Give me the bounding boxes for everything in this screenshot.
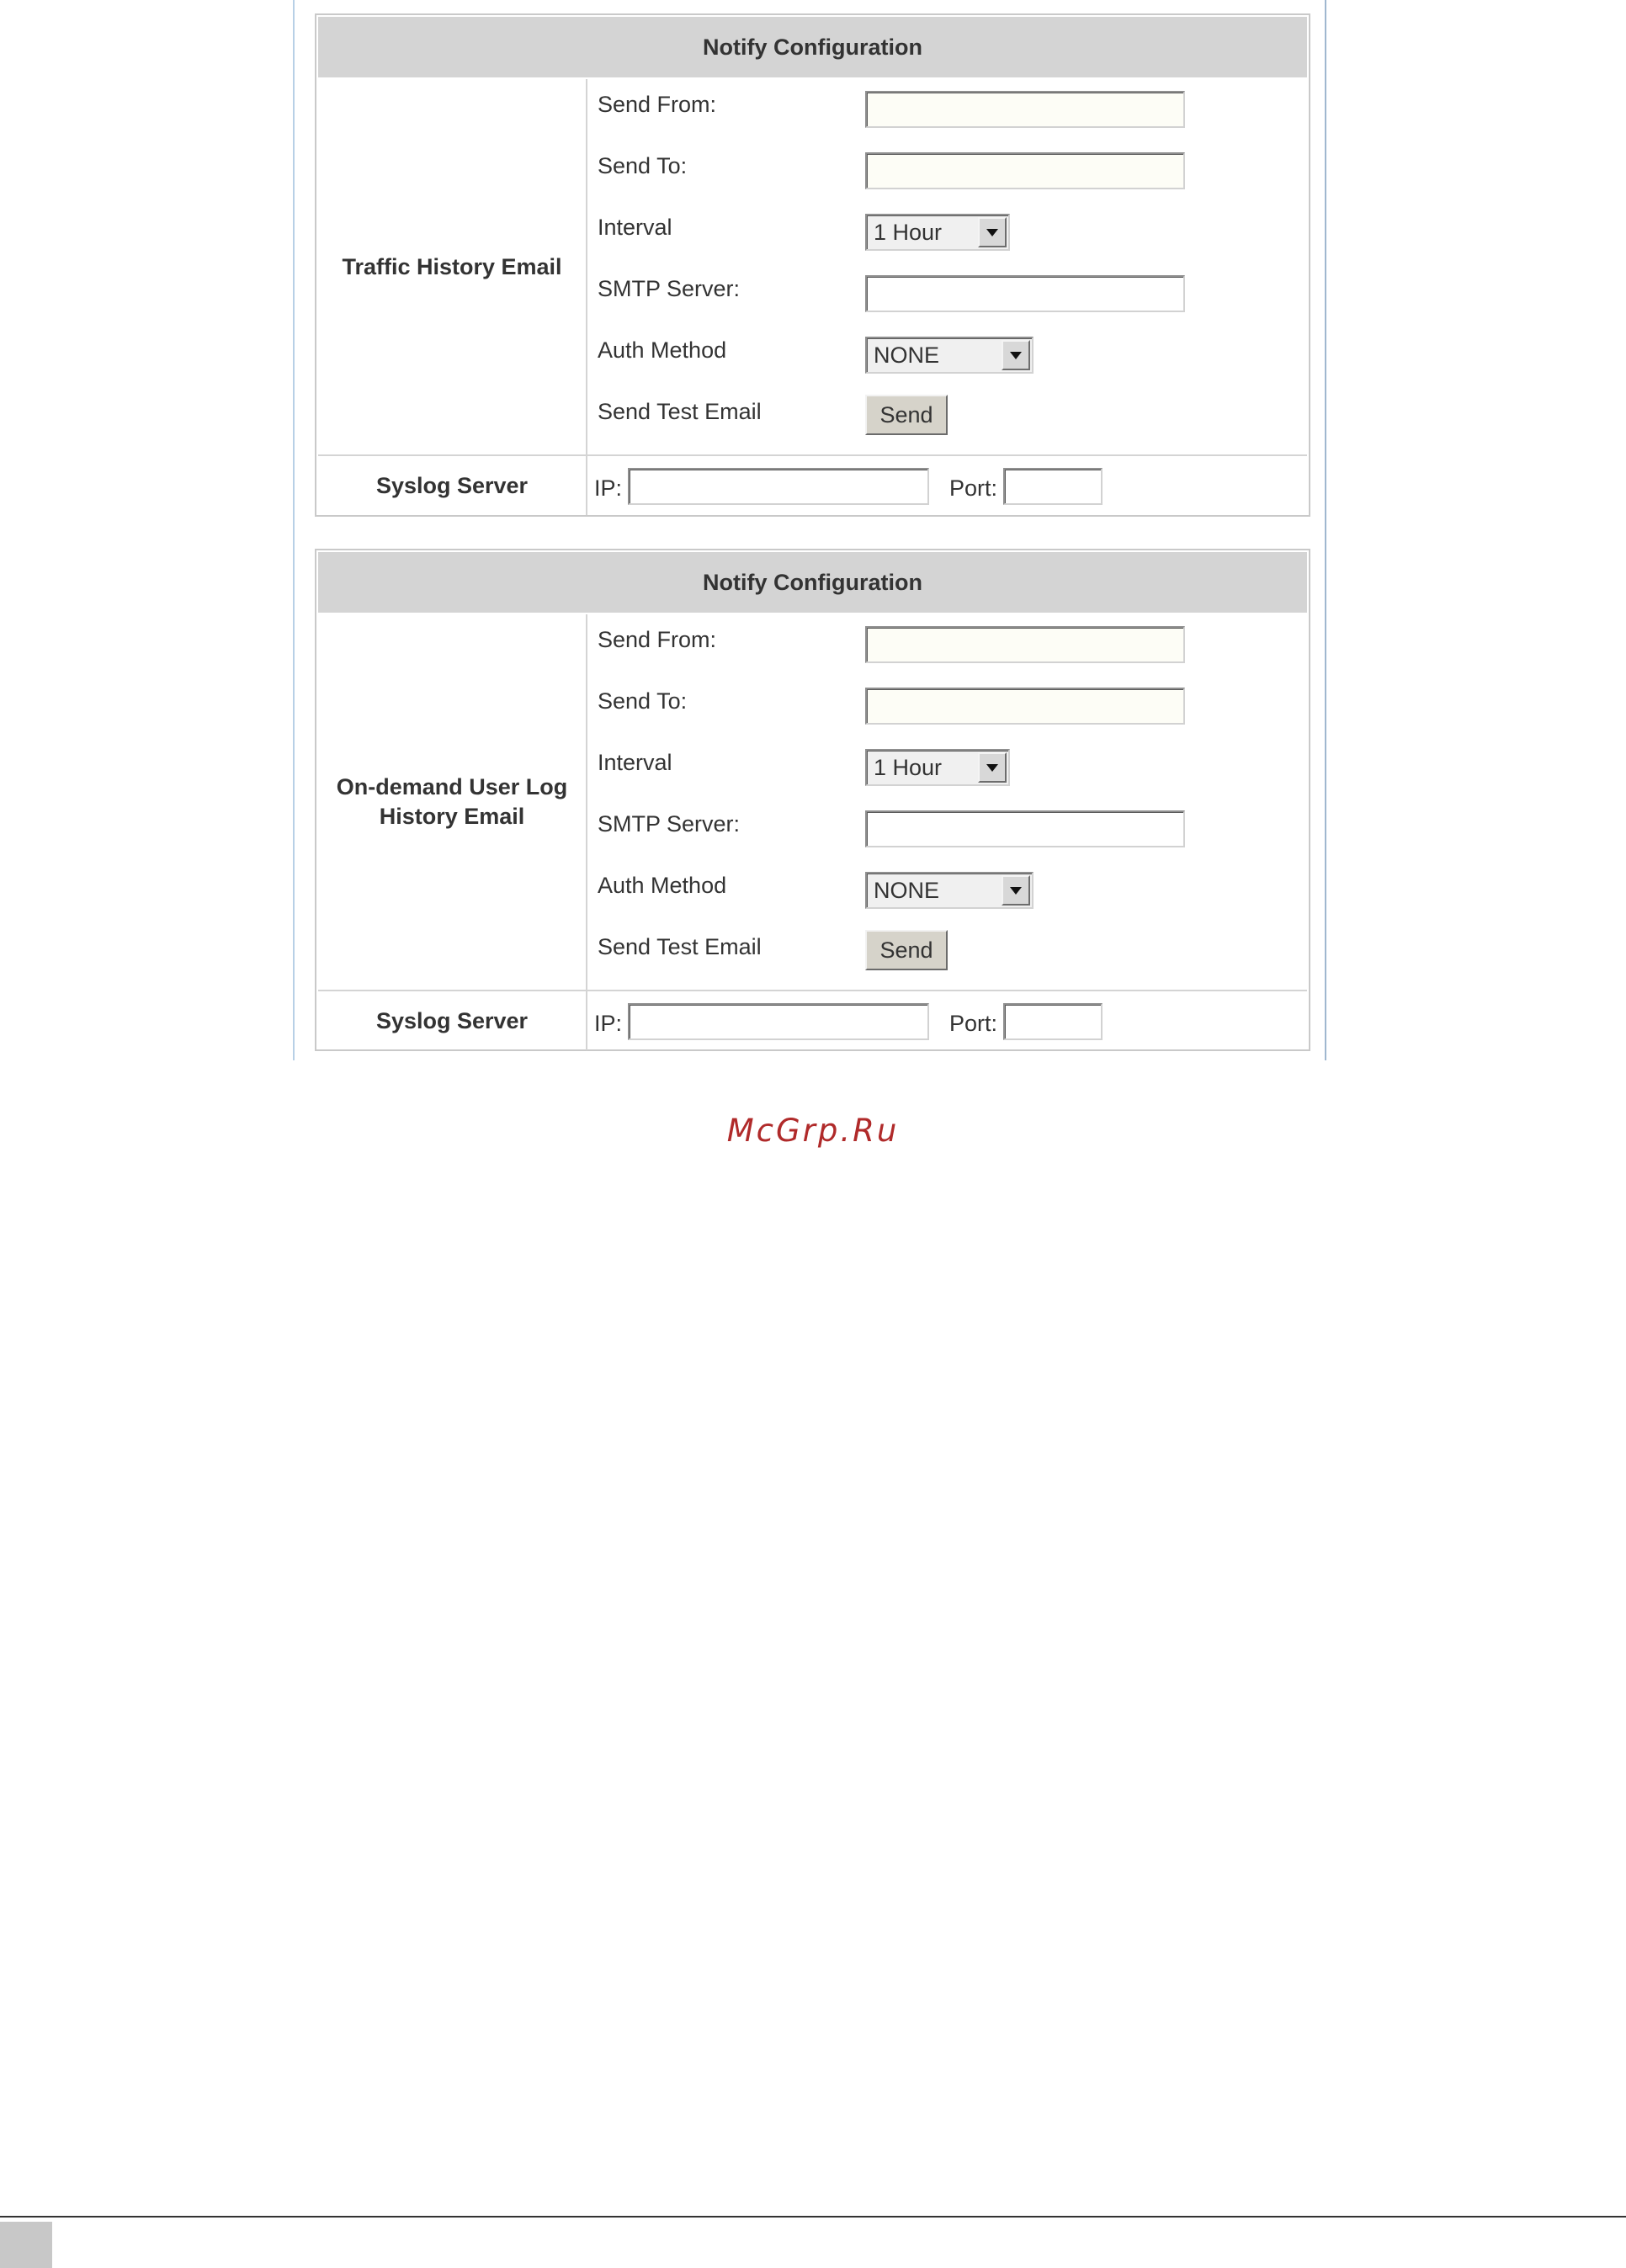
syslog-server-fields — [587, 991, 1307, 1050]
section-label-text: Traffic History Email — [342, 253, 562, 279]
interval-select[interactable] — [865, 214, 1010, 251]
interval-row — [587, 737, 1307, 788]
syslog-ip-input[interactable] — [628, 1003, 929, 1040]
section-label-user-log-history — [318, 614, 587, 991]
dropdown-arrow-icon[interactable] — [1002, 340, 1030, 370]
send-test-email-label: Send Test Email — [598, 934, 762, 959]
notify-config-panel-user-log — [315, 549, 1310, 1051]
interval-label: Interval — [598, 215, 672, 240]
auth-row — [587, 325, 1307, 375]
syslog-server-label-text: Syslog Server — [375, 1007, 529, 1033]
auth-method-value: NONE — [874, 343, 940, 368]
footer-page-marker — [0, 2222, 52, 2268]
auth-row — [587, 860, 1307, 911]
email-settings — [587, 79, 1307, 456]
send-test-button[interactable]: Send — [865, 930, 948, 970]
dropdown-arrow-icon[interactable] — [978, 217, 1007, 247]
send-from-input[interactable] — [865, 91, 1185, 128]
send-to-input[interactable] — [865, 688, 1185, 725]
ip-label: IP: — [594, 1011, 623, 1036]
send-to-row — [587, 141, 1307, 191]
syslog-server-label — [318, 991, 587, 1050]
section-label-traffic-history — [318, 79, 587, 456]
footer-divider — [0, 2216, 1626, 2218]
send-to-row — [587, 676, 1307, 726]
port-label: Port: — [949, 1011, 998, 1036]
send-from-label: Send From: — [598, 627, 717, 652]
smtp-row — [587, 263, 1307, 314]
auth-method-select[interactable] — [865, 872, 1034, 909]
send-from-input[interactable] — [865, 626, 1185, 663]
send-test-row — [587, 386, 1307, 437]
send-to-label: Send To: — [598, 153, 688, 178]
smtp-server-input[interactable] — [865, 275, 1185, 312]
smtp-server-label: SMTP Server: — [598, 276, 741, 301]
auth-method-select[interactable] — [865, 337, 1034, 374]
smtp-row — [587, 799, 1307, 849]
interval-row — [587, 202, 1307, 252]
port-label: Port: — [949, 475, 998, 501]
syslog-ip-input[interactable] — [628, 468, 929, 505]
email-settings — [587, 614, 1307, 991]
smtp-server-label: SMTP Server: — [598, 811, 741, 837]
dropdown-arrow-icon[interactable] — [978, 752, 1007, 783]
syslog-server-label — [318, 456, 587, 515]
send-to-input[interactable] — [865, 152, 1185, 189]
panel-header: Notify Configuration — [318, 552, 1307, 613]
syslog-port-input[interactable] — [1003, 1003, 1103, 1040]
panel-header: Notify Configuration — [318, 17, 1307, 77]
notify-config-panel-traffic — [315, 13, 1310, 517]
send-test-button[interactable]: Send — [865, 395, 948, 435]
dropdown-arrow-icon[interactable] — [1002, 875, 1030, 906]
auth-method-value: NONE — [874, 878, 940, 903]
send-test-email-label: Send Test Email — [598, 399, 762, 424]
send-from-label: Send From: — [598, 92, 717, 117]
auth-method-label: Auth Method — [598, 337, 727, 363]
send-to-label: Send To: — [598, 688, 688, 714]
interval-select[interactable] — [865, 749, 1010, 786]
send-test-row — [587, 922, 1307, 972]
send-from-row — [587, 79, 1307, 130]
interval-label: Interval — [598, 750, 672, 775]
syslog-server-label-text: Syslog Server — [375, 472, 529, 498]
smtp-server-input[interactable] — [865, 810, 1185, 847]
ip-label: IP: — [594, 475, 623, 501]
send-from-row — [587, 614, 1307, 665]
syslog-server-fields — [587, 456, 1307, 515]
section-label-text: On-demand User Log History Email — [336, 774, 568, 829]
interval-value: 1 Hour — [874, 220, 943, 245]
interval-value: 1 Hour — [874, 755, 943, 780]
watermark: McGrp.Ru — [726, 1113, 900, 1149]
auth-method-label: Auth Method — [598, 873, 727, 898]
syslog-port-input[interactable] — [1003, 468, 1103, 505]
